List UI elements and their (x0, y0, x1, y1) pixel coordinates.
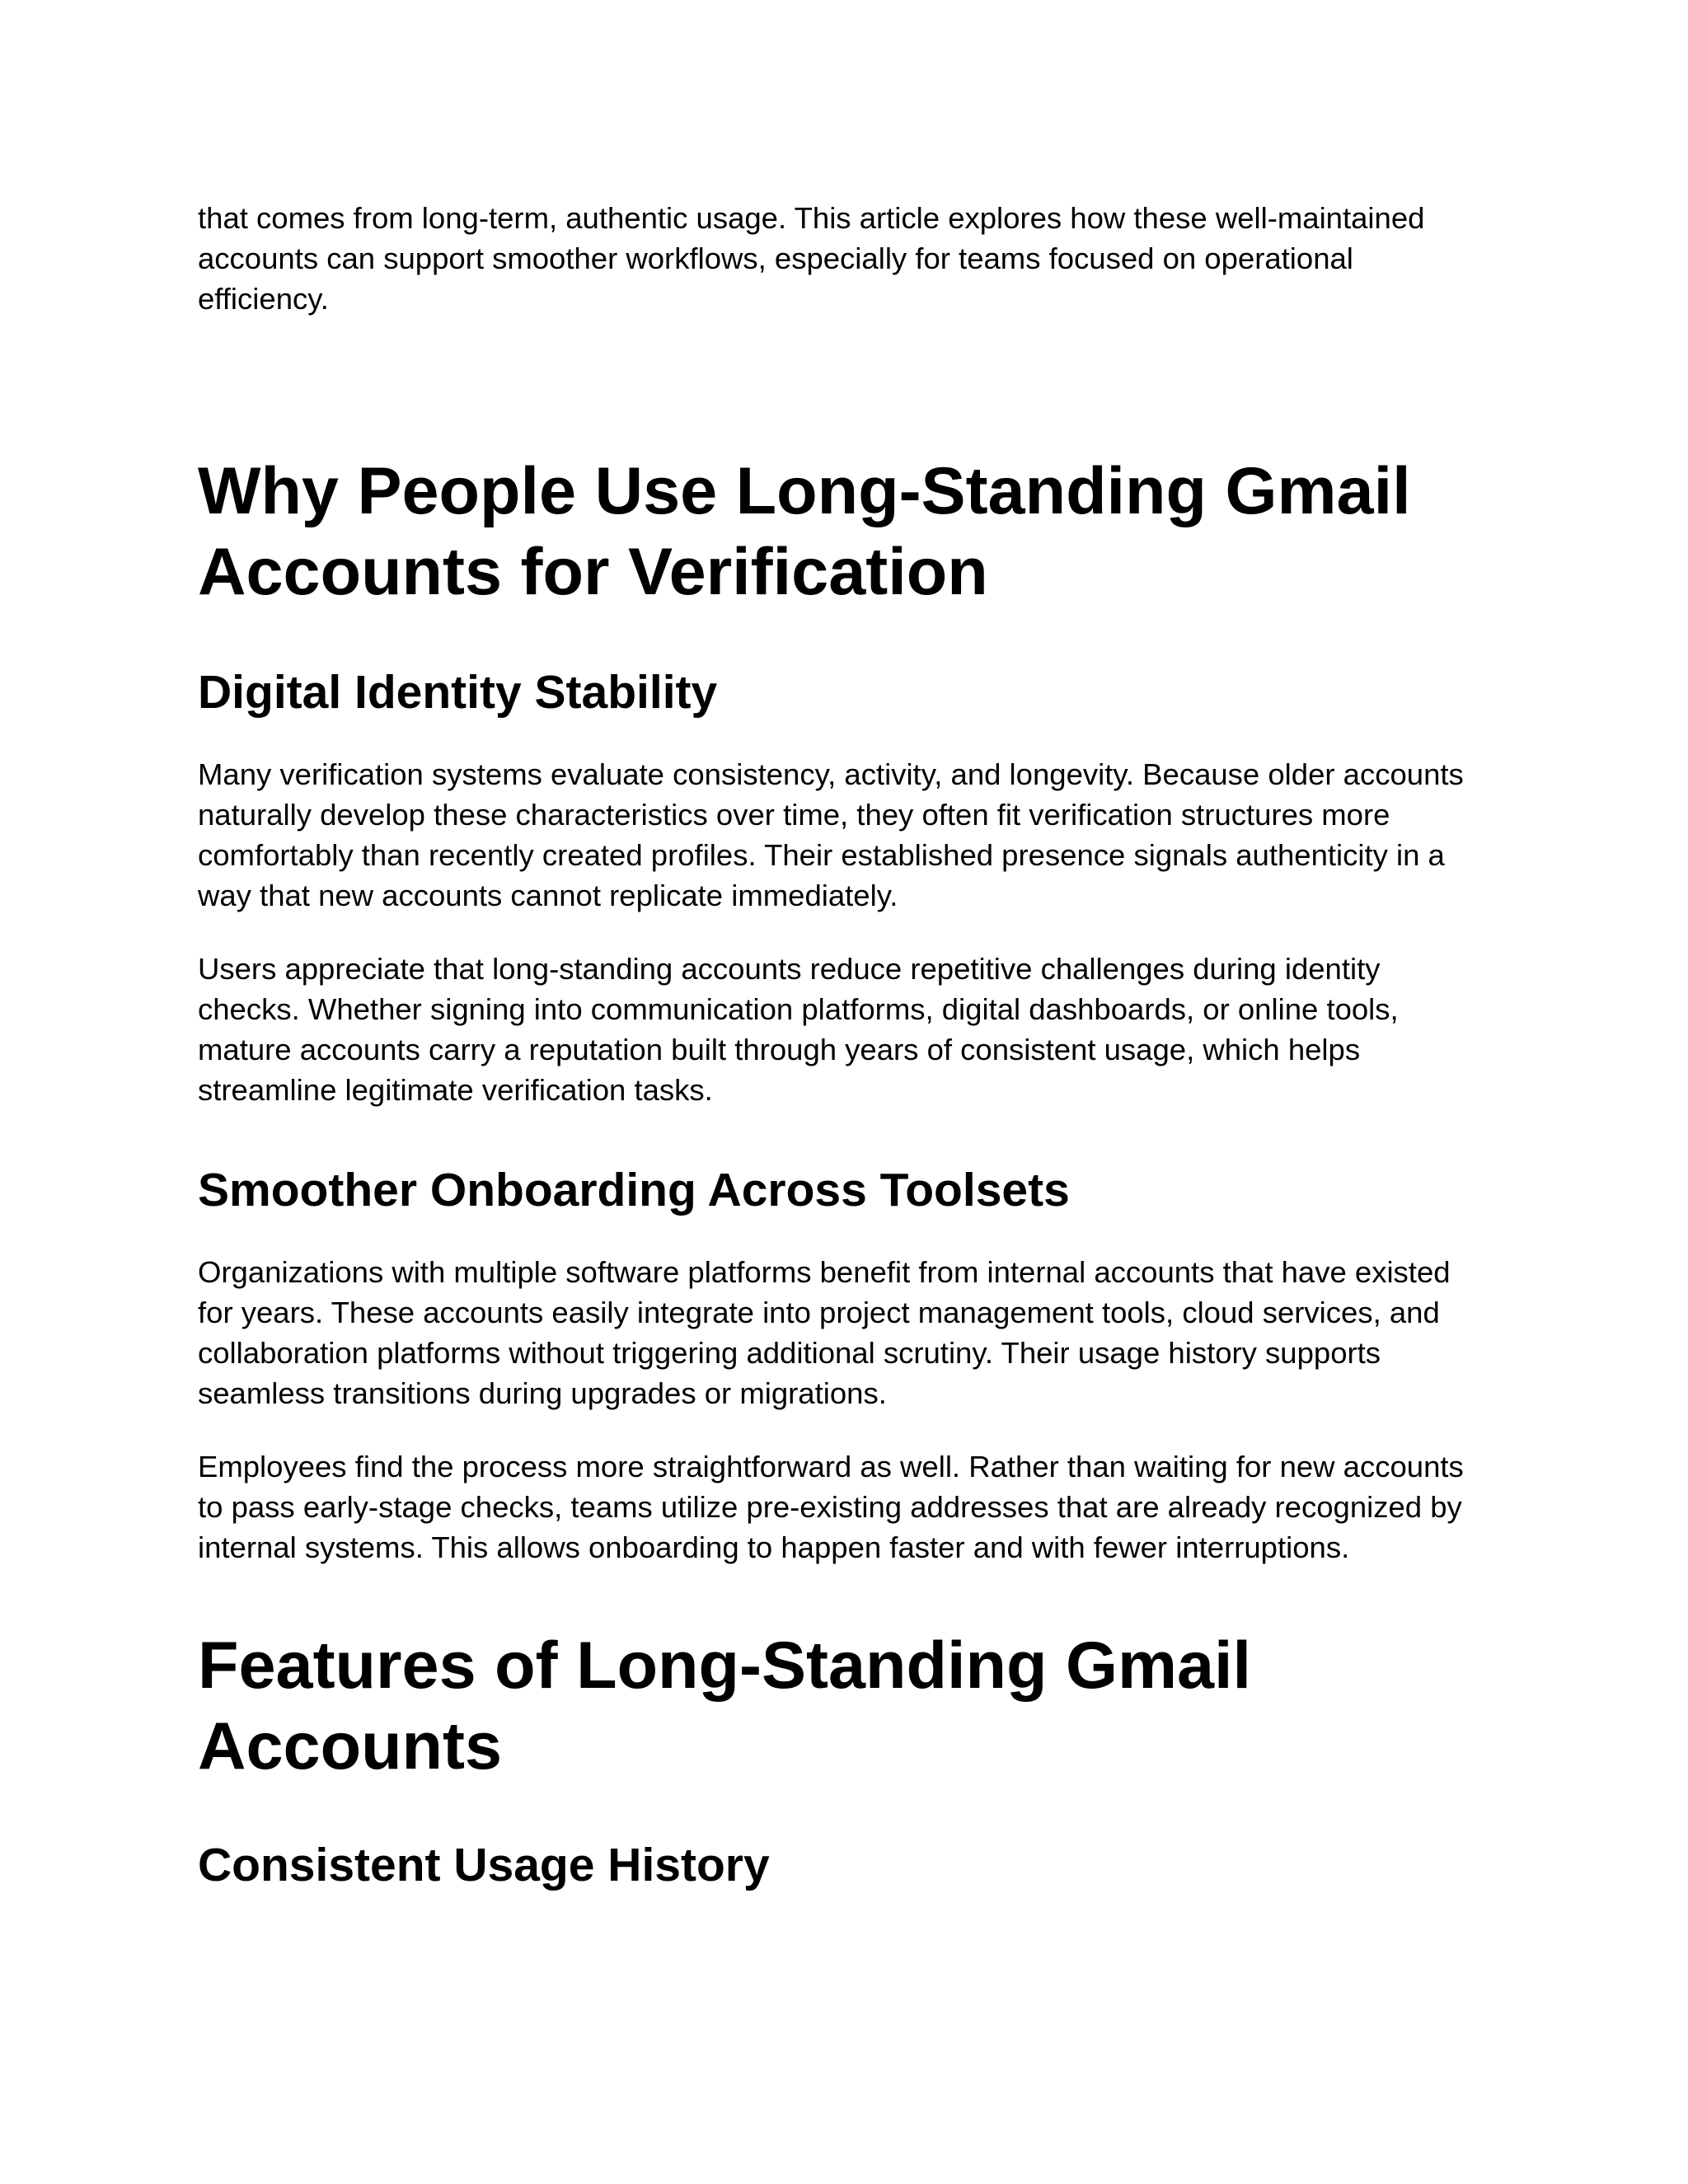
paragraph: Employees find the process more straightforward as well. Rather than waiting for new accounts to pass early-stage checks, teams utilize pre-existing addresses that are already recognized by internal systems. This allows onboarding to happen faster and with fewer interruptions. (198, 1450, 1464, 1564)
intro-paragraph: that comes from long-term, authentic usage. This article explores how these well-maintained accounts can support smoother workflows, especially for teams focused on operational efficiency. (198, 201, 1425, 316)
paragraph: Organizations with multiple software platforms benefit from internal accounts that have existed for years. These accounts easily integrate into project management tools, cloud services, and collaboration platforms without triggering additional scrutiny. Their usage history supports seamless transitions during upgrades or migrations. (198, 1255, 1451, 1410)
section-heading-features: Features of Long-Standing Gmail Accounts (198, 1629, 1252, 1783)
document-content (198, 198, 1484, 1894)
subsection-heading-usage: Consistent Usage History (198, 1839, 770, 1891)
section-heading-why: Why People Use Long-Standing Gmail Accounts for Verification (198, 454, 1411, 609)
paragraph: Many verification systems evaluate consistency, activity, and longevity. Because older accounts naturally develop these characteristics over time, they often fit verification structures more comfortably than recently created profiles. Their established presence signals authenticity in a way that new accounts cannot replicate immediately. (198, 757, 1464, 912)
subsection-heading-identity: Digital Identity Stability (198, 666, 718, 719)
paragraph: Users appreciate that long-standing accounts reduce repetitive challenges during identity checks. Whether signing into communication platforms, digital dashboards, or online tools, mature accounts carry a reputation built through years of consistent usage, which helps streamline legitimate verification tasks. (198, 952, 1399, 1107)
subsection-heading-onboarding: Smoother Onboarding Across Toolsets (198, 1164, 1070, 1216)
